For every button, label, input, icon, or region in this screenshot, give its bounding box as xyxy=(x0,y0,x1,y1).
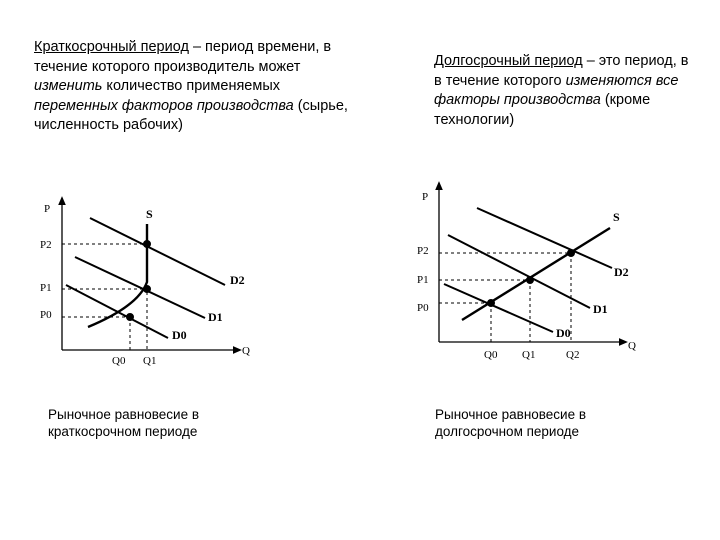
short-run-emphasis-1: изменить xyxy=(34,78,103,94)
left-tick-p2: P2 xyxy=(40,239,52,251)
right-demand-d0-label: D0 xyxy=(556,326,571,340)
short-run-term: Краткосрочный период xyxy=(34,39,189,55)
right-equilibrium-p1 xyxy=(527,277,534,284)
short-run-emphasis-2: переменных факторов производства xyxy=(34,97,294,114)
long-run-emphasis-1: изменяются все факторы производства xyxy=(434,72,679,108)
long-run-text-2: (кроме технологии) xyxy=(434,92,651,128)
left-axis-x-label: Q xyxy=(242,345,250,357)
short-run-text-3: (сырье, численность рабочих) xyxy=(34,97,348,133)
left-demand-d0-label: D0 xyxy=(172,328,187,342)
right-tick-p1: P1 xyxy=(417,274,429,286)
right-equilibrium-p2 xyxy=(568,250,575,257)
right-tick-q1: Q1 xyxy=(522,349,536,361)
right-guides xyxy=(439,253,571,342)
left-guides xyxy=(62,244,147,350)
left-axis-y-label: P xyxy=(44,203,51,215)
long-run-term: Долгосрочный период xyxy=(434,53,583,69)
left-tick-p0: P0 xyxy=(40,309,52,321)
left-demand-d2-label: D2 xyxy=(230,273,245,287)
short-run-diagram xyxy=(62,200,238,350)
long-run-diagram xyxy=(439,185,624,342)
left-tick-q1: Q1 xyxy=(143,355,157,367)
right-demand-d0 xyxy=(444,284,553,332)
left-demand-d1-label: D1 xyxy=(208,310,223,324)
left-tick-p1: P1 xyxy=(40,282,52,294)
right-equilibrium-p0 xyxy=(488,300,495,307)
right-tick-p0: P0 xyxy=(417,302,429,314)
short-run-caption: Рыночное равновесие в краткосрочном периоде xyxy=(48,407,200,439)
short-run-text-2: количество применяемых xyxy=(102,78,281,94)
right-axis-y-label: P xyxy=(422,191,429,203)
left-supply-label: S xyxy=(146,207,153,221)
left-equilibrium-p0 xyxy=(127,314,134,321)
short-run-text-1: – период времени, в течение которого производитель может xyxy=(34,39,332,75)
right-supply-label: S xyxy=(613,210,620,224)
long-run-caption: Рыночное равновесие в долгосрочном периоде xyxy=(435,407,587,439)
left-tick-q0: Q0 xyxy=(112,355,126,367)
left-equilibrium-p1 xyxy=(144,286,151,293)
right-axis-x-label: Q xyxy=(628,340,636,352)
left-demand-d2 xyxy=(90,218,225,285)
left-equilibrium-p2 xyxy=(144,241,151,248)
left-supply-curve xyxy=(88,224,147,327)
long-run-text-1: – это период, в в течение которого xyxy=(434,53,689,89)
right-tick-q0: Q0 xyxy=(484,349,498,361)
right-tick-q2: Q2 xyxy=(566,349,580,361)
right-demand-d1 xyxy=(448,235,590,308)
right-demand-d1-label: D1 xyxy=(593,302,608,316)
right-tick-p2: P2 xyxy=(417,245,429,257)
right-demand-d2-label: D2 xyxy=(614,265,629,279)
